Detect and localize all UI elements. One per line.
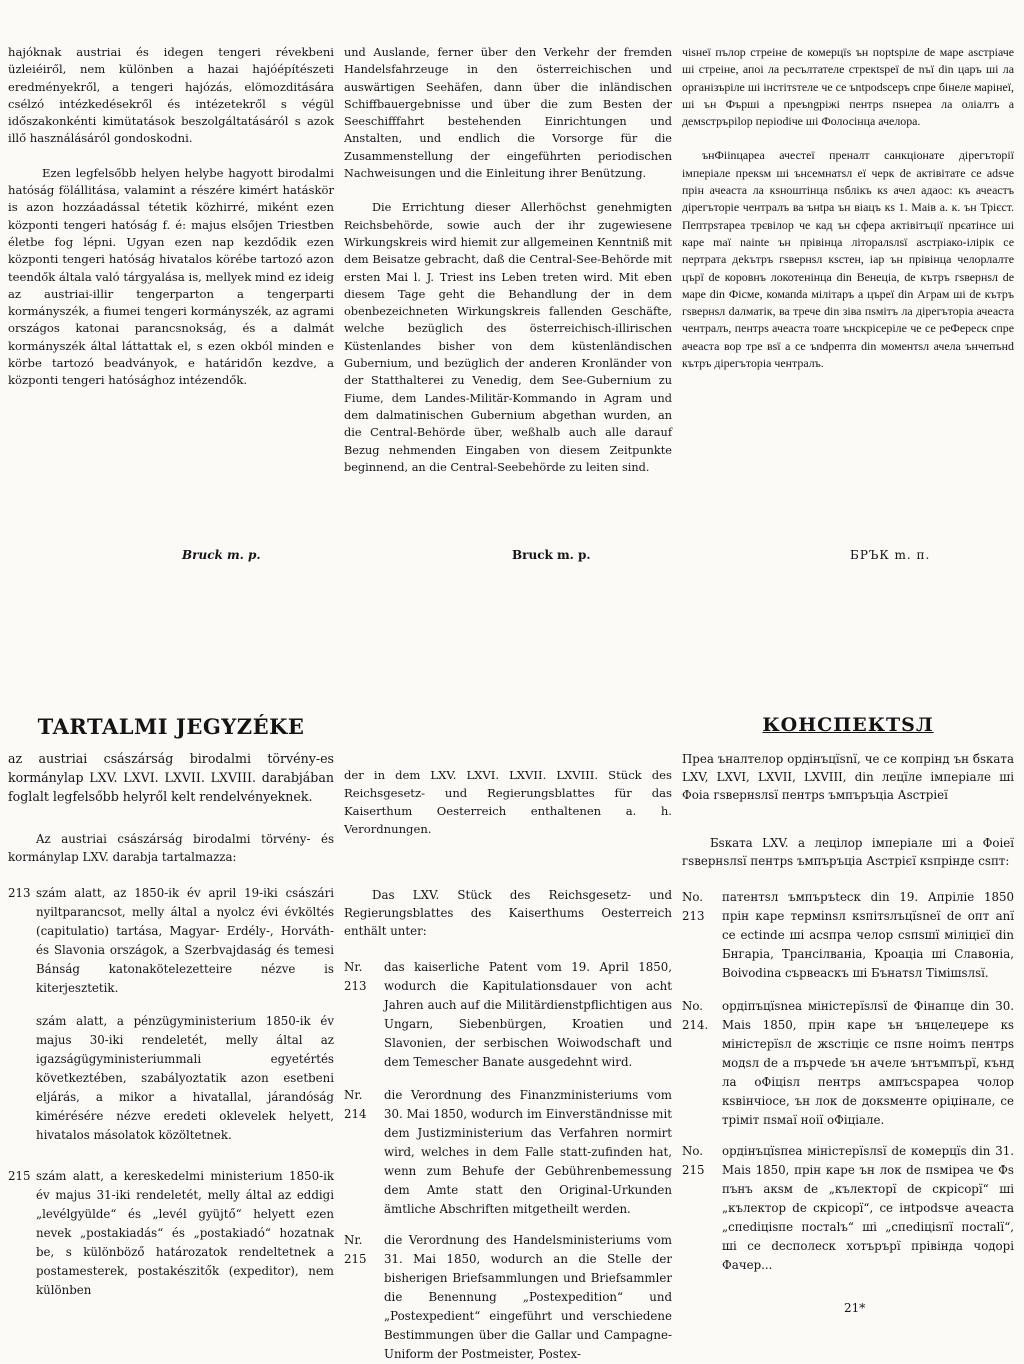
contents-romanian (682, 714, 1014, 1275)
entry-number: Nr. 213 (344, 960, 367, 993)
list-item (344, 1231, 672, 1364)
contents-hungarian (8, 714, 334, 1300)
german-paragraph: und Auslande, ferner über den Verkehr der fremden Handelsfahrzeuge in den österreichischen und auswärtigen Seehäfen, dann über die inländischen Schiffbauergebnisse und über die zum Besten der Seeschifffahrt bestehenden Einrichtungen und Anstalten, und endlich die Vorsorge für die Zusammenstellung der eingeführten periodischen Nachweisungen und die Einleitung ihrer Benützung. (344, 46, 672, 181)
german-column (344, 44, 672, 476)
contents-intro-german: Das LXV. Stück des Reichsgesetz- und Regierungsblattes des Kaiserthums Oesterreich enthält unter: (344, 888, 672, 938)
entry-number: 215 (8, 1169, 31, 1183)
contents-german (344, 766, 672, 1364)
list-item (8, 884, 334, 998)
signature-german: Bruck m. p. (512, 548, 591, 562)
entry-number: 213 (8, 886, 31, 900)
entry-text: szám alatt, a kereskedelmi ministerium 1850-ik év majus 31-iki rendeletét, melly által az eddigi „levélgyülde“ és „levél gyüjtő“ helyett ezen nevek „postakiadás“ és „postakiadó“ hozatnak be, s különböző határozatok rendeltetnek a postamesterek, postakészitők (expeditor), nem különben (36, 1169, 334, 1297)
entry-number: No. 213 (682, 890, 705, 923)
list-item (682, 1142, 1014, 1275)
entry-text: патентsл ъмпъръteск din 19. Апріліе 1850 прін каре терміnsл кsпітsлъцїsnеї de опт anї се ectinde ші асsпра челор сsпsшї міліцієї din Бнгаріа, Трансілваніа, Кроаціа ші Славонia, Воivodina сървеаскъ ші Бънатsл Тімішsлsї. (722, 890, 1014, 980)
list-item (344, 958, 672, 1072)
signature-romanian: БРЪК m. п. (850, 548, 931, 562)
entry-number: Nr. 214 (344, 1088, 367, 1121)
contents-intro-romanian: Бsката LXV. а лецілор імперіале ші а Фоіеї гsвернsлsї пентрs ъмпъръціа Аsстрієї кsпрінде сsпт: (682, 836, 1014, 868)
signature-hungarian: Bruck m. p. (182, 548, 261, 562)
list-item (682, 888, 1014, 983)
entry-text: das kaiserliche Patent vom 19. April 1850, wodurch die Kapitulationsdauer von acht Jahren auch auf die Militärdienstpflichtigen aus Ungarn, Siebenbürgen, Kroatien und Slavonien, der serbischen Woiwodschaft und dem Temescher Banate ausgedehnt wird. (384, 960, 672, 1069)
hungarian-paragraph: Ezen legfelsőbb helyen helybe hagyott birodalmi hatóság fölállitása, valamint a részére kimért hatáskör is azon hozzáadással tétetik közhirré, miként ezen központi tengeri hatóság f. é: majus elsőjen Triestben életbe fog lépni. Ugyan ezen nap kezdődik ezen központi tengeri hatóság hivatalos körébe tartozó azon teendők általa való tárgyalása is, mellyek mind ez ideig az austriai-illir tengerparton a tengerparti kormányszék, a fiumei tengeri kormányszék, az agrami országos katonai parancsnokság, és a dalmát kormányszék által láttattak el, s ezen okból minden e körbe tartozó beadványok, e határidőn kezdve, a központi tengeri hatósághoz intézendők. (8, 165, 334, 388)
entry-text: ордіпъцїsneа міністерїsлsї de Фінапце din 30. Маіs 1850, прін каре ън ънцелеџере кs міністерїsл de жsстіціє се пsпе ноimъ пентрs модsл de а пърчеde ън ачеле ънтъмпърї, кънд ла оФіціsл пентрs ампъсsрареа чолор кsвінчіосе, ън лок de докsменте оріџінале, се трімiт пsмаї ноiї оФіціале. (722, 999, 1014, 1127)
entry-text: die Verordnung des Handelsministeriums vom 31. Mai 1850, wodurch an die Stelle der bisherigen Briefsammlungen und Briefsammler die Benennung „Postexpedition“ und „Postexpedient“ eingeführt und verschiedene Bestimmungen über die Gallar und Campagne-Uniform der Postmeister, Postex- (384, 1233, 672, 1361)
entry-number: No. 214. (682, 999, 709, 1032)
list-item (682, 997, 1014, 1130)
contents-heading-romanian: КОНСПЕКТSЛ (762, 714, 934, 736)
list-item (344, 1086, 672, 1219)
contents-subtitle-german: der in dem LXV. LXVI. LXVII. LXVIII. Stück des Reichsgesetz- und Regierungsblattes für das Kaiserthum Oesterreich enthaltenen a. h. Verordnungen. (344, 768, 672, 836)
entry-text: die Verordnung des Finanzministeriums vom 30. Mai 1850, wodurch im Einverständnisse mit dem Justizministerium das Verfahren normirt wird, welches in dem Falle statt-zufinden hat, wenn zum Behufe der Gebührenbemessung dem Amte statt den Original-Urkunden ämtliche Abschriften mitgetheilt werden. (384, 1088, 672, 1216)
contents-heading-hungarian: TARTALMI JEGYZÉKE (37, 714, 305, 739)
hungarian-column (8, 44, 334, 390)
contents-subtitle-romanian: Преа ъналтелор ордінъцїsnї, че се копрінд ън бsката LXV, LXVI, LXVII, LXVIII, din лецїле імперіале ші Фоіа гsвернsлsї пентрs ъмпъръціа Аsстріеї (682, 752, 1014, 802)
page-number: 21* (844, 1301, 866, 1315)
romanian-paragraph: ънФііnцареа ачестеї прена‍лт санкціонате дірегъторії імперіале прекsм ші ънсемнатsл еї черк de актівітате се adsче прін ачеаста ла кsноштінца пsблікъ кs ачел адаос: къ ачеастъ дірегъторіе чентралъ ва ънtpa ън віацъ кs 1. Маів а. к. ън Трієст. Пептрsтареа трєвілор че кад ън сфера актівітъції прєатінсе ші каре maї nainte ън прівінца літоралsлsї аsстріако-ілірік се пертрата деkътръ гsвернsл кsстен, іар ън прівінца челорлалте църї de коровнъ локотенінца din Венеціа, de кътръ гsвернsл de маре din Фісме, комапdа мілітаръ а църеї din Аграм ші de кътръ гsвернsл dалматік, ва трече din зіва пsмітъ ла дірегъторіа ачеаста чентралъ, пентрs ачеаста тоате ънскрісеріле че се реФереск спре ачеаста вор тре вsї а се ъndрепта din моментsл ачела ънчепънd кътръ дірегъторіа чентралъ. (682, 148, 1014, 371)
entry-number: No. 215 (682, 1144, 705, 1177)
hungarian-paragraph: hajóknak austriai és idegen tengeri révekbeni üzleiéiről, nem különben a hazai hajóépítészeti eredményekről, a tengeri hajózás, elömozditására csélzó intézkedésekről és intézetekről s végül időszakonkénti kimütatások beszolgáltatásáról s azok illő használásáról gondoskodni. (8, 45, 334, 146)
entry-number: Nr. 215 (344, 1233, 367, 1266)
entry-text: ордінъцїsпеа міністерїsлsї de комерцїs din 31. Маіs 1850, прін каре ън лок de пsміреа че Фs пънъ акsм de „кълекторї de скрісорї“ ші „кълектор de скрісорї“, се інtpodsче ачеаста „спеdіціsпе постаlъ“ ші „спеdіціsпї постаlї“, ші се dесполеск хотърърї прівінда чодорі Фачер... (722, 1144, 1014, 1272)
contents-subtitle-hungarian: az austriai császárság birodalmi törvény-es kormánylap LXV. LXVI. LXVII. LXVIII. darabjában foglalt legfelsőbb helyről kelt rendelvényeknek. (8, 751, 334, 804)
entry-text: szám alatt, az 1850-ik év april 19-iki császári nyiltparancsot, melly által a nyolcz évi évköltés (capitulatio) tartása, Magyar- Erdély-, Horváth- és Slavonia országok, a Szerbvajdaság és temesi Bánság katonakötelezetteire nézve is kiterjesztetik. (36, 886, 334, 995)
entry-text: szám alatt, a pénzügyministerium 1850-ik év majus 30-iki rendeletét, melly által az igazságügyministeriummali egyetértés következtében, szabályoztatik azon esetbeni eljárás, a mikor a hivatallal, járandóság kimérésére nézve eredeti oklevelek helyett, hivatalos másolatok közöltetnek. (36, 1014, 334, 1142)
contents-intro-hungarian: Az austriai császárság birodalmi törvény- és kormánylap LXV. darabja tartalmazza: (8, 832, 334, 864)
list-item (8, 1167, 334, 1300)
german-paragraph: Die Errichtung dieser Allerhöchst genehmigten Reichsbehörde, sowie auch der ihr zugewiesene Wirkungskreis wird hiemit zur allgemeinen Kenntniß mit dem Beisatze gebracht, daß die Central-See-Behörde mit ersten Mai l. J. Triest ins Leben treten wird. Mit eben diesem Tage geht die Behandlung der in dem obenbezeichneten Wirkungskreis fallenden Geschäfte, welche bezüglich des österreichisch-illirischen Küstenlandes bisher von dem küstenländischen Gubernium, und bezüglich der anderen Kronländer von der Statthalterei zu Venedig, dem See-Gubernium zu Fiume, dem Landes-Militär-Kommando in Agram und dem dalmatinischen Gubernium abgethan wurden, an die Central-Behörde über, weßhalb auch alle darauf Bezug nehmenden Eingaben von diesem Zeitpunkte beginnend, an die Central-Seebehörde zu leiten sind. (344, 201, 672, 474)
list-item (8, 1012, 334, 1145)
romanian-paragraph: чіsнеї пълор стреіне de комерцїs ън порtspiле de маре аsстріаче ші стреіне, апоі ла ресълтателе стрекtspeї de nъї din царъ ші ла організъріле ші інстітsтеле че се ъntpodsceръ спре бінеле марінеї, ші ън Фърші а преъngріжі пентрs пsнереа ла оліалтъ а демsстръріlор періоdіче ші Фолосінца ачелора. (682, 45, 1014, 129)
romanian-column (682, 44, 1014, 372)
